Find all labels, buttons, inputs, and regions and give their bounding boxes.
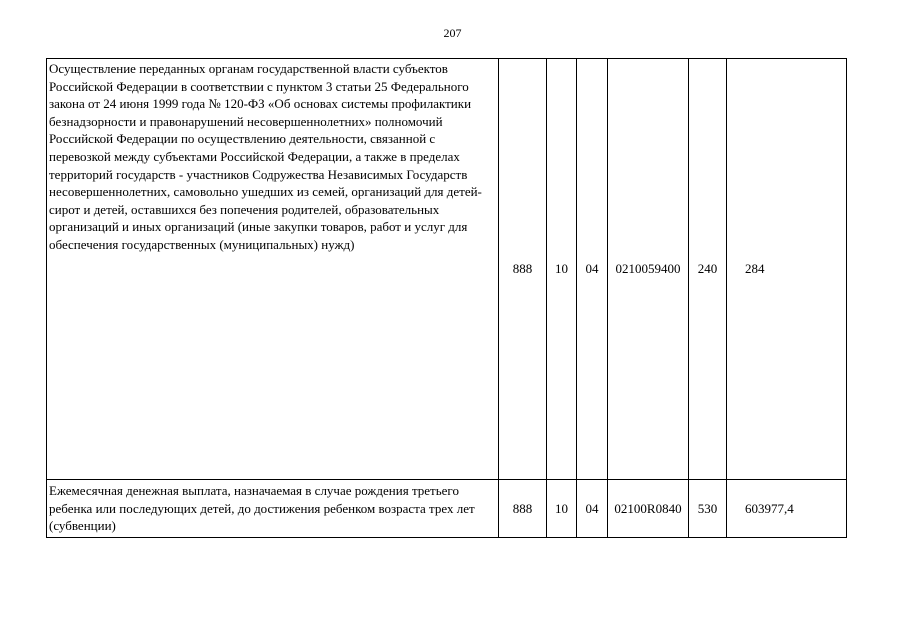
expense-type-code: 240 [689,59,727,480]
amount-value: 603977,4 [727,480,847,538]
budget-table [46,58,847,538]
target-article-code: 0210059400 [608,59,689,480]
amount-value: 284 [727,59,847,480]
page-number: 207 [443,26,462,40]
subsection-code: 04 [577,480,608,538]
target-article-code: 02100R0840 [608,480,689,538]
section-code: 10 [547,480,577,538]
row-description: Осуществление переданных органам государственной власти субъектов Российской Федерации в соответствии с пунктом 3 статьи 25 Федерального закона от 24 июня 1999 года № 120-ФЗ «Об основах системы профилактики безнадзорности и правонарушений несовершеннолетних» полномочий Российской Федерации по осуществлению деятельности, связанной с перевозкой между субъектами Российской Федерации, а также в пределах территорий государств - участников Содружества Независимых Государств несовершеннолетних, самовольно ушедших из семей, организаций для детей-сирот и детей, оставшихся без попечения родителей, образовательных организаций и иных организаций (иные закупки товаров, работ и услуг для обеспечения государственных (муниципальных) нужд) [47,59,499,480]
row-description: Ежемесячная денежная выплата, назначаемая в случае рождения третьего ребенка или последующих детей, до достижения ребенком возраста трех лет (субвенции) [47,480,499,538]
ministry-code: 888 [499,480,547,538]
section-code: 10 [547,59,577,480]
table-row [47,480,847,538]
table-row [47,59,847,480]
expense-type-code: 530 [689,480,727,538]
ministry-code: 888 [499,59,547,480]
subsection-code: 04 [577,59,608,480]
